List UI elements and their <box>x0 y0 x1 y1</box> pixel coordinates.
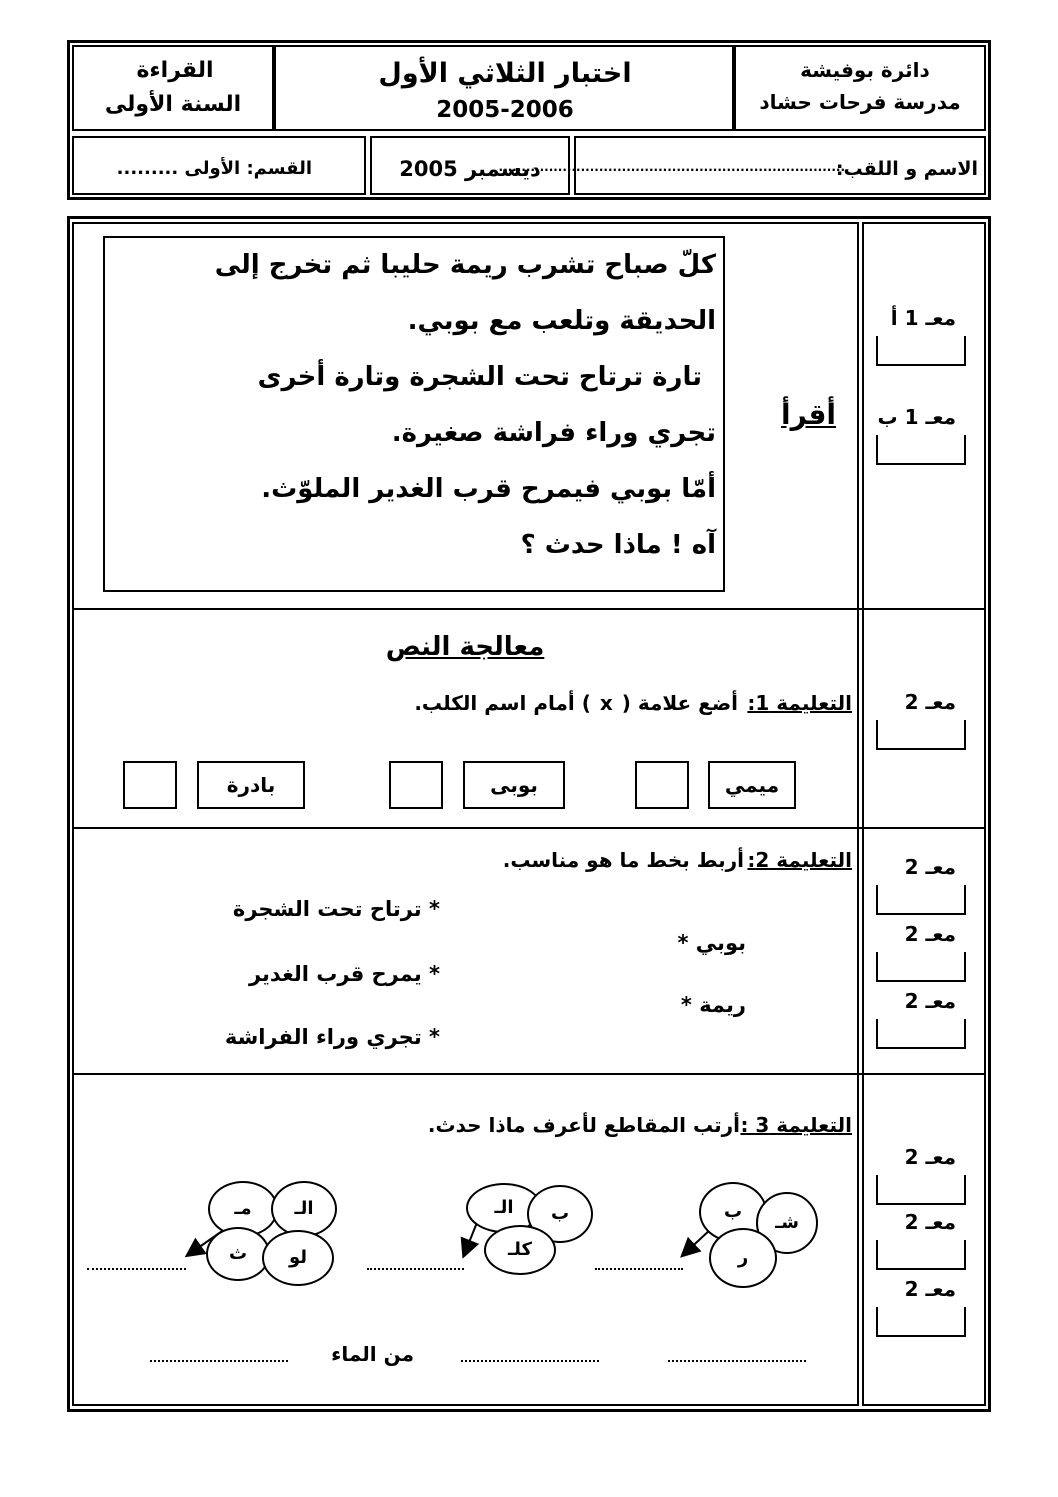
task3-instruction: أرتب المقاطع لأعرف ماذا حدث. <box>427 1113 740 1137</box>
reading-line-1: كلّ صباح تشرب ريمة حليبا ثم تخرج إلى <box>214 250 716 280</box>
answer-line-1[interactable] <box>595 1268 683 1270</box>
score-label: معـ 2 <box>904 1145 956 1169</box>
score-label: معـ 2 <box>904 1210 956 1234</box>
score-label: معـ 2 <box>904 1277 956 1301</box>
option-boubi: بوبى <box>463 761 565 809</box>
match-left-1: * ترتاح تحت الشجرة <box>232 897 440 921</box>
name-field-label: الاسم و اللقب: <box>835 158 978 180</box>
syllable-bubble[interactable] <box>262 1230 334 1286</box>
sentence-line-1[interactable] <box>668 1360 806 1362</box>
task2-label: التعليمة 2: <box>747 848 852 872</box>
match-right-2: ريمة * <box>680 993 746 1017</box>
class-field[interactable]: القسم: الأولى ......... <box>116 158 312 179</box>
syllable: الـ <box>294 1198 314 1219</box>
score-label: معـ 1 ب <box>877 405 956 429</box>
syllable: ر <box>737 1247 749 1268</box>
school-name: مدرسة فرحات حشاد <box>759 90 961 114</box>
sentence-phrase: من الماء <box>331 1342 414 1366</box>
match-right-1: بوبي * <box>677 931 746 955</box>
answer-line-3[interactable] <box>87 1268 186 1270</box>
score-box-4a[interactable] <box>870 1145 974 1205</box>
score-box-4c[interactable] <box>870 1277 974 1337</box>
syllable-bubble[interactable] <box>271 1181 337 1237</box>
reading-line-6: آه ! ماذا حدث ؟ <box>520 530 716 560</box>
syllable: الـ <box>494 1197 514 1218</box>
subject-label: القراءة <box>136 58 214 83</box>
syllable: ب <box>550 1203 570 1224</box>
match-left-2: * يمرح قرب الغدير <box>248 962 440 986</box>
syllable: ث <box>228 1243 248 1264</box>
syllable-bubble[interactable] <box>709 1228 777 1288</box>
sentence-line-2[interactable] <box>461 1360 599 1362</box>
syllable: شـ <box>775 1212 799 1233</box>
score-label: معـ 1 أ <box>890 306 956 330</box>
syllable: مـ <box>234 1198 252 1219</box>
score-label: معـ 2 <box>904 922 956 946</box>
match-left-3: * تجري وراء الفراشة <box>224 1025 440 1049</box>
score-box-4b[interactable] <box>870 1210 974 1270</box>
district-name: دائرة بوفيشة <box>800 58 930 82</box>
option-badra: بادرة <box>197 761 305 809</box>
syllable: ب <box>723 1201 743 1222</box>
reading-line-2: الحديقة وتلعب مع بوبي. <box>407 306 716 336</box>
score-label: معـ 2 <box>904 690 956 714</box>
reading-heading: أقرأ <box>781 398 836 431</box>
task1-label: التعليمة 1: <box>747 691 852 715</box>
syllable-bubble[interactable] <box>206 1227 270 1281</box>
reading-line-4: تجري وراء فراشة صغيرة. <box>391 418 716 448</box>
task1-instruction: أضع علامة ( x ) أمام اسم الكلب. <box>414 691 738 715</box>
grade-label: السنة الأولى <box>104 92 242 117</box>
school-year: 2005-2006 <box>436 97 574 123</box>
answer-line-2[interactable] <box>367 1268 464 1270</box>
task2-instruction: أربط بخط ما هو مناسب. <box>502 848 744 872</box>
exam-date: ديسمبر 2005 <box>399 157 541 181</box>
syllable-bubble[interactable] <box>484 1225 556 1275</box>
syllable: كلـ <box>508 1239 532 1260</box>
syllable: لو <box>288 1247 308 1268</box>
sentence-line-3[interactable] <box>150 1360 288 1362</box>
processing-title: معالجة النص <box>385 632 545 662</box>
option-mimi: ميمي <box>708 761 796 809</box>
score-label: معـ 2 <box>904 989 956 1013</box>
reading-line-3: تارة ترتاح تحت الشجرة وتارة أخرى <box>257 362 702 392</box>
exam-title: اختبار الثلاثي الأول <box>378 58 632 89</box>
name-field-dots[interactable]: ............................................................................ <box>498 160 845 174</box>
task3-label: التعليمة 3 : <box>740 1113 852 1137</box>
reading-line-5: أمّا بوبي فيمرح قرب الغدير الملوّث. <box>261 474 716 504</box>
score-label: معـ 2 <box>904 855 956 879</box>
